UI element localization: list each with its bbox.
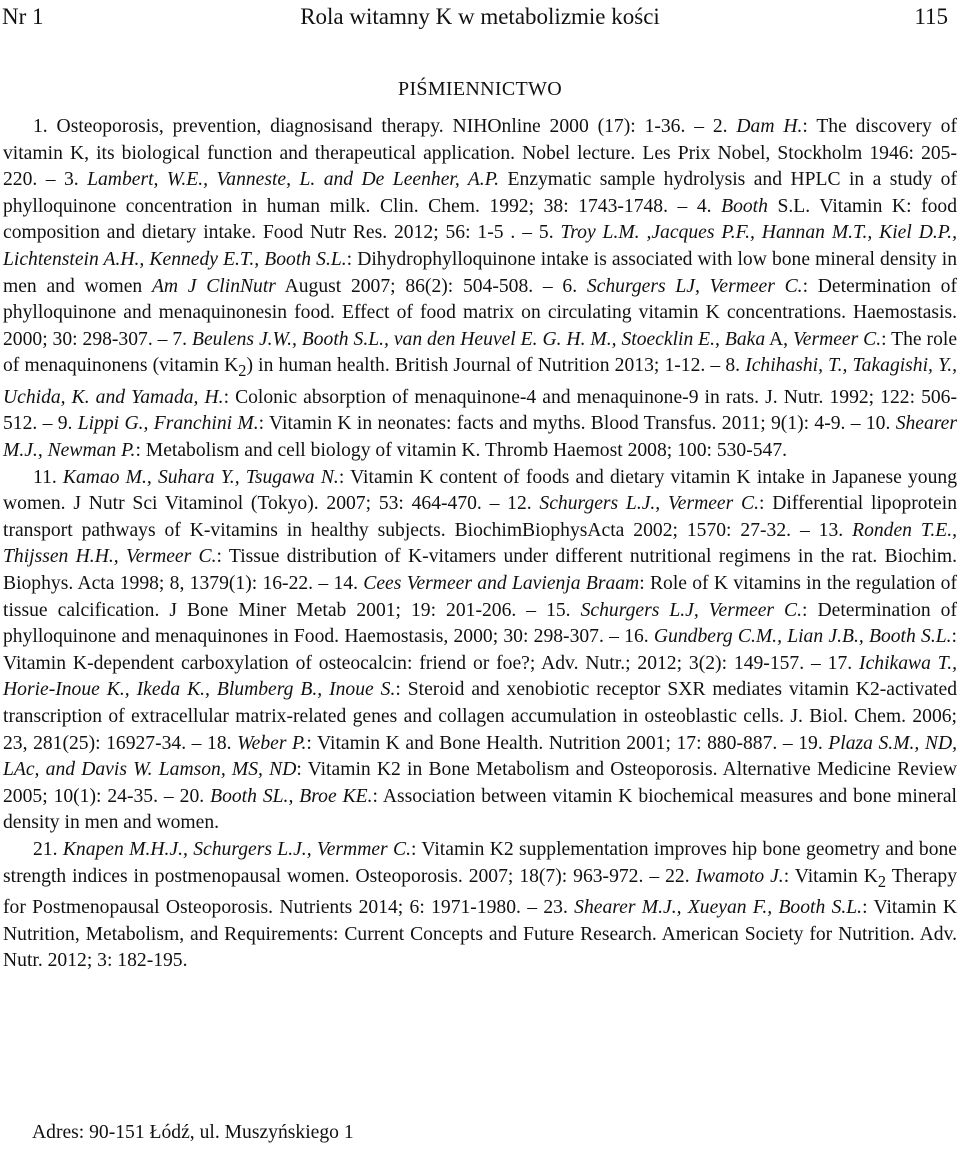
address: Adres: 90-151 Łódź, ul. Muszyńskiego 1 [32, 1122, 354, 1143]
reference-text: : Association between vitamin K biochemical measures and bone mineral density in men and women. [3, 785, 957, 834]
reference-author: Ichikawa T., Horie-Inoue K., Ikeda K., Blumberg B., Inoue S. [3, 652, 957, 701]
reference-author: Vermeer C. [792, 328, 882, 350]
reference-author: Iwamoto J. [695, 865, 784, 887]
reference-text: : Determination of phylloquinone and menaquinones in Food. Haemostasis, 2000; 30: 298-307. – 16. [3, 599, 957, 648]
reference-author: Troy L.M. ,Jacques P.F., Hannan M.T., Kiel D.P., Lichtenstein A.H., Kennedy E.T., Booth S.L. [3, 222, 957, 270]
reference-text: 1. Osteoporosis, prevention, diagnosisand therapy. NIHOnline 2000 (17): 1-36. – 2. [33, 116, 737, 137]
reference-author: Lambert, W.E., Vanneste, L. and De Leenher, A.P. [87, 169, 500, 191]
reference-paragraph [3, 114, 957, 465]
reference-text: : Metabolism and cell biology of vitamin K. Thromb Haemost 2008; 100: 530-547. [135, 440, 788, 462]
reference-text: : Differential lipoprotein transport pathways of K-vitamins in healthy subjects. BiochimBiophysActa 2002; 1570: 27-32. – 13. [3, 493, 957, 541]
reference-text: : Role of K vitamins in the regulation of tissue calcification. J Bone Miner Metab 2001; 19: 201-206. – 15. [3, 573, 957, 621]
reference-text: : Vitamin K2 in Bone Metabolism and Osteoporosis. Alternative Medicine Review 2005; 10(1): 24-35. – 20. [3, 759, 957, 807]
reference-author: Booth SL., Broe KE. [210, 785, 373, 807]
reference-text: Therapy for Postmenopausal Osteoporosis. Nutrients 2014; 6: 1971-1980. – 23. [3, 865, 957, 919]
section-title: PIŚMIENNICTWO [398, 78, 562, 100]
reference-author: Schurgers LJ, Vermeer C. [586, 275, 803, 297]
reference-text: 21. [33, 838, 63, 860]
reference-text: : Vitamin K in neonates: facts and myths. Blood Transfus. 2011; 9(1): 4-9. – 10. [258, 413, 896, 435]
reference-author: Lippi G., Franchini M. [77, 413, 259, 435]
reference-text: August 2007; 86(2): 504-508. – 6. [275, 275, 587, 297]
reference-text: : The discovery of vitamin K, its biological function and therapeutical application. Nobel lecture. Les Prix Nobel, Stockholm 1946: 205-220. – 3. [3, 116, 957, 191]
reference-author: Ronden T.E., Thijssen H.H., Vermeer C. [3, 519, 957, 568]
issue-number: Nr 1 [2, 4, 44, 29]
reference-text: : Dihydrophylloquinone intake is associated with low bone mineral density in men and women [3, 248, 957, 297]
reference-text: : Vitamin K and Bone Health. Nutrition 2001; 17: 880-887. – 19. [306, 732, 829, 754]
running-header [0, 0, 960, 40]
running-title: Rola witamny K w metabolizmie kości [300, 4, 660, 29]
reference-author: Beulens J.W., Booth S.L., van den Heuvel E. G. H. M., Stoecklin E., Baka [192, 328, 766, 350]
reference-author: Gundberg C.M., Lian J.B., Booth S.L. [653, 626, 952, 648]
reference-author: Schurgers L.J., Vermeer C. [539, 493, 759, 515]
subscript: 2 [238, 361, 247, 381]
reference-text: : Vitamin K-dependent carboxylation of osteocalcin: friend or foe?; Adv. Nutr.; 2012; 3(2): 149-157. – 17. [3, 626, 957, 674]
reference-text: ) in human health. British Journal of Nutrition 2013; 1-12. – 8. [246, 355, 746, 377]
reference-text: : Vitamin K [783, 865, 878, 887]
reference-text: A, [765, 328, 793, 350]
reference-author: Shearer M.J., Newman P. [3, 413, 957, 462]
reference-paragraph [3, 465, 957, 837]
reference-author: Kamao M., Suhara Y., Tsugawa N. [62, 466, 339, 488]
reference-author: Dam H. [736, 116, 803, 137]
reference-text: : Steroid and xenobiotic receptor SXR mediates vitamin K2-activated transcription of extracellular matrix-related genes and collagen accumulation in osteoblastic cells. J. Biol. Chem. 2006; 23, 281(25): 16927-34. – 18. [3, 679, 957, 754]
reference-paragraph [3, 837, 957, 975]
reference-text: : Vitamin K Nutrition, Metabolism, and Requirements: Current Concepts and Future Research. American Society for Nutrition. Adv. Nutr. 2012; 3: 182-195. [3, 897, 957, 972]
reference-author: Ichihashi, T., Takagishi, Y., Uchida, K. and Yamada, H. [3, 355, 957, 408]
reference-author: Weber P. [237, 732, 307, 754]
reference-author: Booth [721, 195, 768, 217]
reference-text: : Tissue distribution of K-vitamers under different nutritional regimens in the rat. Biochim. Biophys. Acta 1998; 8, 1379(1): 16-22. – 14. [3, 546, 957, 594]
reference-list [3, 114, 957, 975]
reference-author: Plaza S.M., ND, LAc, and Davis W. Lamson, MS, ND [3, 732, 958, 781]
subscript: 2 [877, 871, 887, 891]
reference-author: Shearer M.J., Xueyan F., Booth S.L. [574, 897, 863, 919]
reference-author: Am J ClinNutr [151, 275, 276, 297]
reference-text: : Vitamin K2 supplementation improves hip bone geometry and bone strength indices in postmenopausal women. Osteoporosis. 2007; 18(7): 963-972. – 22. [3, 838, 958, 887]
reference-author: Schurgers L.J, Vermeer C. [580, 599, 803, 621]
reference-author: Cees Vermeer and Lavienja Braam [363, 573, 640, 594]
reference-text: : The role of menaquinonens (vitamin K [3, 328, 958, 377]
reference-text: : Determination of phylloquinone and menaquinonesin food. Effect of food matrix on circulating vitamin K concentrations. Haemostasis. 2000; 30: 298-307. – 7. [3, 275, 957, 350]
reference-author: Knapen M.H.J., Schurgers L.J., Vermmer C. [62, 838, 411, 860]
reference-text: : Colonic absorption of menaquinone-4 and menaquinone-9 in rats. J. Nutr. 1992; 122: 506-512. – 9. [3, 386, 957, 435]
reference-text: S.L. Vitamin K: food composition and dietary intake. Food Nutr Res. 2012; 56: 1-5 . – 5. [3, 195, 957, 244]
reference-text: 11. [33, 466, 63, 488]
page-number: 115 [914, 4, 948, 29]
reference-text: : Vitamin K content of foods and dietary vitamin K intake in Japanese young women. J Nutr Sci Vitaminol (Tokyo). 2007; 53: 464-470. – 12. [3, 466, 957, 515]
reference-text: Enzymatic sample hydrolysis and HPLC in a study of phylloquinone concentration in human milk. Clin. Chem. 1992; 38: 1743-1748. – 4. [3, 169, 958, 217]
